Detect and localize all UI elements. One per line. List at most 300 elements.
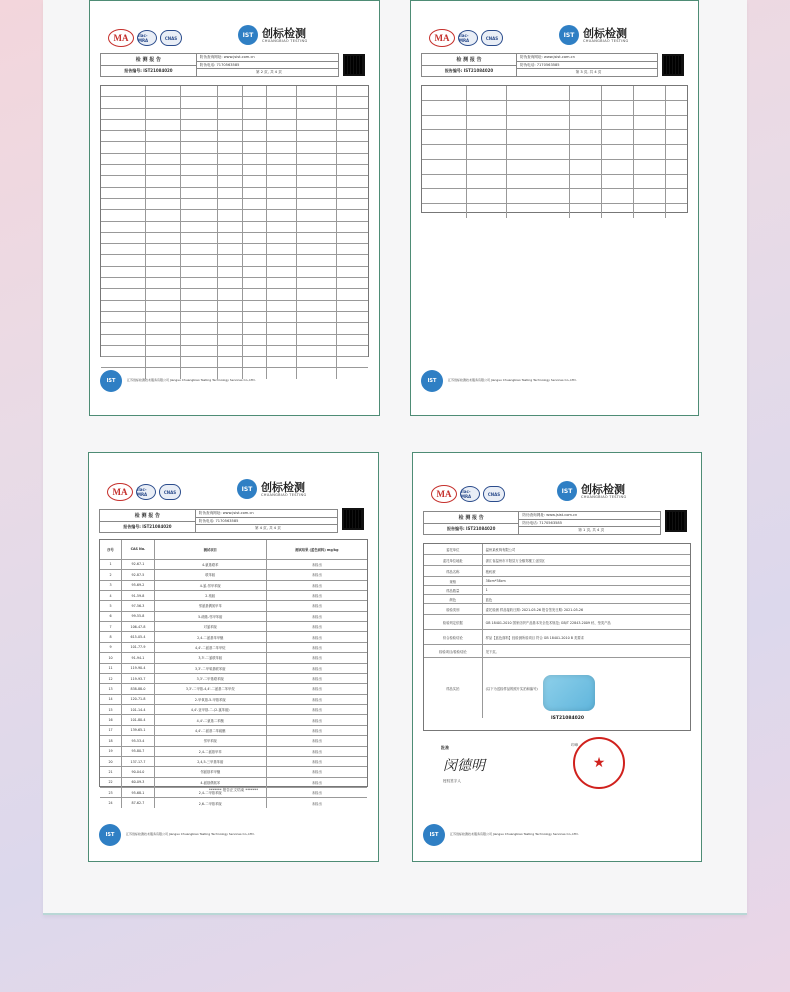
table-cell [101, 278, 146, 288]
table-cell [267, 97, 297, 107]
table-cell [297, 255, 337, 265]
table-cell [146, 199, 181, 209]
table-cell: 2-甲氧基-5-甲基苯胺 [155, 695, 267, 704]
table-cell [267, 346, 297, 356]
brand [238, 25, 307, 45]
table-cell: 95-69-2 [122, 581, 155, 590]
report-title: 检 测 报 告 [424, 512, 518, 524]
table-row [424, 586, 690, 595]
table-cell [297, 86, 337, 96]
cert-logos [429, 29, 503, 47]
table-row [101, 86, 368, 97]
table-cell [602, 116, 634, 130]
report-title: 检 测 报 告 [422, 54, 516, 66]
brand [557, 481, 626, 501]
table-cell [297, 142, 337, 152]
table-cell: 温州某枕椅有限公司 [485, 547, 516, 552]
table-cell: 浙江省温州市平阳县万全镇郑楼工业园区 [485, 558, 545, 563]
table-cell: 未检出 [311, 594, 322, 599]
table-cell: 92-67-1 [122, 560, 155, 569]
table-cell [297, 165, 337, 175]
table-cell [337, 109, 368, 119]
table-cell [267, 323, 297, 333]
table-cell: 101-77-9 [122, 643, 155, 652]
table-cell [146, 97, 181, 107]
table-cell: 95-53-4 [122, 736, 155, 745]
table-cell [467, 116, 507, 130]
table-cell: 联苯胺 [155, 570, 267, 579]
table-cell: 8 [100, 632, 122, 641]
table-cell: 3,3'-二甲基联苯胺 [155, 674, 267, 683]
table-cell [101, 267, 146, 277]
table-cell [181, 154, 218, 164]
ilac-logo: ilac-MRA [460, 486, 480, 502]
table-cell [218, 109, 242, 119]
table-cell [101, 97, 146, 107]
table-cell: 未检出 [311, 656, 322, 661]
table-cell [666, 160, 687, 174]
table-row [100, 798, 367, 807]
table-cell: 2,4-二甲基苯胺 [155, 788, 267, 797]
ist-seal: IST [100, 370, 122, 392]
table-cell [101, 176, 146, 186]
table-cell [666, 116, 687, 130]
table-cell [181, 346, 218, 356]
table-cell [467, 204, 507, 218]
table-cell: 4-氨基偶氮苯 [155, 778, 267, 787]
table-cell [422, 130, 467, 144]
table-cell [602, 86, 634, 100]
table-cell [666, 175, 687, 189]
table-cell: 4,4'-二氨基二苯醚 [155, 715, 267, 724]
table-cell [218, 323, 242, 333]
table-cell [146, 301, 181, 311]
table-cell [146, 278, 181, 288]
table-cell [422, 175, 467, 189]
table-cell [243, 335, 267, 345]
table-cell [101, 335, 146, 345]
table-cell: 615-05-4 [122, 632, 155, 641]
table-cell [146, 357, 181, 367]
table-cell [181, 312, 218, 322]
table-cell: 2-萘胺 [155, 591, 267, 600]
table-cell: 87-62-7 [122, 798, 155, 807]
table-cell: 未检出 [311, 749, 322, 754]
ma-logo: MA [108, 29, 134, 47]
table-cell [243, 120, 267, 130]
table-cell [146, 346, 181, 356]
table-cell [146, 120, 181, 130]
brand-name: 创标检测 [583, 26, 627, 40]
table-cell [181, 86, 218, 96]
table-cell [181, 131, 218, 141]
table-cell: 未检出 [311, 780, 322, 785]
table-row [101, 233, 368, 244]
table-row [424, 615, 690, 630]
table-cell [218, 244, 242, 254]
table-cell [181, 210, 218, 220]
end-note: ******* 报告正文结束 ******* [208, 788, 258, 792]
brand-name: 创标检测 [581, 482, 625, 496]
table-cell [297, 278, 337, 288]
table-cell [101, 142, 146, 152]
table-cell [181, 109, 218, 119]
table-cell [218, 199, 242, 209]
table-cell: 3 [100, 581, 122, 590]
approver-label: 批准 [441, 745, 449, 750]
table-cell [337, 210, 368, 220]
table-cell: 检验类别 [424, 604, 483, 614]
table-cell [337, 323, 368, 333]
table-cell [297, 289, 337, 299]
table-cell [602, 160, 634, 174]
table-cell [101, 154, 146, 164]
table-cell [218, 86, 242, 96]
table-row [100, 695, 367, 705]
table-cell [422, 160, 467, 174]
table-row [101, 312, 368, 323]
table-cell [146, 222, 181, 232]
table-cell [243, 188, 267, 198]
table-cell [101, 165, 146, 175]
table-cell: 92-87-5 [122, 570, 155, 579]
table-cell: 3,3'-二甲基-4,4'-二氨基二苯甲烷 [155, 684, 267, 693]
table-cell [243, 357, 267, 367]
table-cell: 检验判定依据 [424, 615, 483, 629]
table-cell [337, 233, 368, 243]
table-cell [267, 244, 297, 254]
table-row [422, 160, 687, 175]
table-cell [101, 289, 146, 299]
ist-seal: IST [423, 824, 445, 846]
table-cell [267, 210, 297, 220]
table-row [101, 142, 368, 153]
table-cell: 119-93-7 [122, 674, 155, 683]
table-cell [146, 312, 181, 322]
table-cell [634, 130, 666, 144]
table-cell [267, 267, 297, 277]
table-cell: 20 [100, 757, 122, 766]
ma-logo: MA [107, 483, 133, 501]
table-row [101, 210, 368, 221]
table-cell [101, 120, 146, 130]
table-row [422, 86, 687, 101]
table-cell [218, 335, 242, 345]
phone: 防伪电话: 7170563585 [196, 518, 337, 526]
table-cell [297, 323, 337, 333]
table-cell [297, 131, 337, 141]
table-cell [297, 346, 337, 356]
table-cell [218, 97, 242, 107]
table-cell [467, 145, 507, 159]
table-cell [507, 86, 570, 100]
table-cell: 未检出 [311, 614, 322, 619]
table-cell [422, 116, 467, 130]
table-cell [602, 189, 634, 203]
table-cell: 60-09-3 [122, 778, 155, 787]
table-cell: 邻甲苯胺 [155, 736, 267, 745]
table-cell: 14 [100, 695, 122, 704]
table-cell [243, 244, 267, 254]
table-cell [243, 312, 267, 322]
table-cell [243, 210, 267, 220]
table-cell: 18 [100, 736, 122, 745]
table-cell: 17 [100, 726, 122, 735]
table-row [100, 570, 367, 580]
table-cell [218, 278, 242, 288]
table-cell [101, 131, 146, 141]
page-no: 第 3 页, 共 4 页 [575, 70, 602, 75]
table-cell [146, 255, 181, 265]
table-cell [422, 204, 467, 218]
table-cell [101, 222, 146, 232]
table-cell: 90-04-0 [122, 767, 155, 776]
table-cell: 4-氨基联苯 [155, 560, 267, 569]
report-title-row [100, 53, 339, 77]
table-cell: 5-硝基-邻甲苯胺 [155, 612, 267, 621]
table-cell [337, 267, 368, 277]
table-cell: 137-17-7 [122, 757, 155, 766]
stamp-label: 印章 [571, 743, 579, 747]
table-cell [101, 301, 146, 311]
table-cell [267, 357, 297, 367]
report-footer [100, 369, 369, 393]
table-cell [243, 97, 267, 107]
table-row [101, 188, 368, 199]
table-cell [337, 289, 368, 299]
table-cell [337, 346, 368, 356]
table-cell: 未检出 [311, 801, 322, 806]
table-row [100, 601, 367, 611]
report-title-row [99, 509, 338, 533]
table-cell [337, 222, 368, 232]
table-row [100, 767, 367, 777]
table-cell [146, 142, 181, 152]
table-row [101, 109, 368, 120]
table-cell: 未检出 [311, 583, 322, 588]
table-cell [101, 312, 146, 322]
table-cell: 未检出 [311, 718, 322, 723]
qr-code [662, 54, 684, 76]
qr-code [342, 508, 364, 530]
table-cell [101, 357, 146, 367]
ist-seal: IST [99, 824, 121, 846]
table-cell: 未检出 [311, 625, 322, 630]
table-cell: 11 [100, 664, 122, 673]
table-cell [267, 131, 297, 141]
table-row [101, 244, 368, 255]
cnas-logo: CNAS [481, 30, 503, 46]
table-cell: 邻氨基偶氮甲苯 [155, 601, 267, 610]
table-cell: 10 [100, 653, 122, 662]
table-cell [101, 233, 146, 243]
table-cell: 1 [100, 560, 122, 569]
table-row [422, 145, 687, 160]
table-cell [507, 101, 570, 115]
table-cell [101, 255, 146, 265]
table-row [101, 176, 368, 187]
table-cell: 样品【蓝色面料】经检测所检项目 符合 GB 18401-2010 B 类要求 [485, 635, 584, 640]
table-cell [146, 86, 181, 96]
table-cell [297, 176, 337, 186]
table-cell [101, 199, 146, 209]
table-row [424, 555, 690, 566]
table-cell [101, 346, 146, 356]
table-cell [181, 357, 218, 367]
table-row [101, 289, 368, 300]
table-cell [507, 116, 570, 130]
table-row [424, 595, 690, 604]
table-row [100, 560, 367, 570]
table-cell: 未检出 [311, 645, 322, 650]
table-row [100, 591, 367, 601]
table-cell: 未检出 [311, 697, 322, 702]
table-row [101, 154, 368, 165]
table-cell [218, 154, 242, 164]
table-cell [337, 357, 368, 367]
table-cell: 101-14-4 [122, 705, 155, 714]
table-cell [218, 210, 242, 220]
table-cell [243, 233, 267, 243]
table-cell [337, 131, 368, 141]
table-cell: 120-71-8 [122, 695, 155, 704]
table-cell: 38cm*38cm [485, 579, 506, 583]
table-cell: 4,4'-二氨基二苯硫醚 [155, 726, 267, 735]
table-cell [181, 176, 218, 186]
table-cell [243, 323, 267, 333]
table-cell [337, 176, 368, 186]
ilac-logo: ilac-MRA [136, 484, 156, 500]
brand-en: CHUANGBIAO TESTING [262, 38, 308, 43]
table-cell: 91-94-1 [122, 653, 155, 662]
table-cell: 未检出 [311, 604, 322, 609]
report-title-row [423, 511, 661, 535]
report-footer [99, 823, 368, 847]
table-cell [267, 255, 297, 265]
report-page-1 [89, 0, 380, 416]
report-no: 报告编号: IST21084020 [123, 523, 172, 529]
table-cell [507, 204, 570, 218]
table-row [424, 645, 690, 658]
table-cell [634, 189, 666, 203]
report-no: 报告编号: IST21084020 [444, 67, 494, 73]
footer-text: 江苏创标检测技术服务有限公司 Jiangsu Chuangbiao Testing Technology Services Co.,LTD. [126, 832, 255, 837]
table-cell: 2,4,5-三甲基苯胺 [155, 757, 267, 766]
table-row [424, 566, 690, 577]
table-cell: 19 [100, 747, 122, 756]
table-cell [181, 142, 218, 152]
phone: 防伪电话: 7170563585 [517, 62, 657, 70]
table-cell [297, 301, 337, 311]
table-cell [218, 357, 242, 367]
report-page-3 [88, 452, 379, 862]
table-cell [297, 233, 337, 243]
table-cell [467, 160, 507, 174]
table-cell [634, 116, 666, 130]
table-header-cell: 测试结果 (蓝色面料) mg/kg [295, 547, 339, 552]
table-cell: 4,4'-二氨基二苯甲烷 [155, 643, 267, 652]
table-row [100, 757, 367, 767]
table-cell [243, 109, 267, 119]
table-cell: 119-90-4 [122, 664, 155, 673]
table-cell [337, 188, 368, 198]
table-cell: 未检出 [311, 677, 322, 682]
table-cell [570, 130, 602, 144]
cert-logos [107, 483, 181, 501]
table-cell [218, 312, 242, 322]
website: 防伪查询网址: www.jsist.com.cn [519, 512, 660, 520]
table-cell [146, 154, 181, 164]
brand-name: 创标检测 [262, 26, 306, 40]
table-cell [297, 312, 337, 322]
website: 防伪查询网址: www.jsist.com.cn [517, 54, 657, 62]
table-cell [337, 278, 368, 288]
table-cell: 106-47-8 [122, 622, 155, 631]
ist-logo: IST [557, 481, 577, 501]
table-row [100, 622, 367, 632]
table-row [100, 653, 367, 663]
table-cell [101, 188, 146, 198]
table-cell [297, 222, 337, 232]
table-cell: 未检出 [311, 635, 322, 640]
table-cell [267, 289, 297, 299]
table-row [424, 544, 690, 555]
table-cell [602, 145, 634, 159]
table-cell [337, 142, 368, 152]
table-row [100, 632, 367, 642]
results-table [100, 85, 369, 357]
table-cell [422, 101, 467, 115]
table-cell [181, 289, 218, 299]
page-no: 第 2 页, 共 4 页 [255, 70, 282, 75]
table-cell [101, 109, 146, 119]
footer-text: 江苏创标检测技术服务有限公司 Jiangsu Chuangbiao Testing Technology Services Co.,LTD. [448, 378, 577, 383]
table-cell: 838-88-0 [122, 684, 155, 693]
brand-name: 创标检测 [261, 480, 305, 494]
table-cell [243, 289, 267, 299]
table-cell [570, 116, 602, 130]
table-cell [218, 165, 242, 175]
table-cell: 未检出 [311, 770, 322, 775]
table-cell: 97-56-3 [122, 601, 155, 610]
table-cell [218, 255, 242, 265]
table-cell: 未检出 [311, 562, 322, 567]
table-cell: 22 [100, 778, 122, 787]
table-cell [243, 267, 267, 277]
table-cell [218, 176, 242, 186]
ist-logo: IST [237, 479, 257, 499]
table-cell [101, 323, 146, 333]
report-page-2 [410, 0, 699, 416]
table-row [101, 278, 368, 289]
table-cell [267, 109, 297, 119]
table-cell [467, 101, 507, 115]
table-cell [146, 323, 181, 333]
table-cell [181, 188, 218, 198]
table-cell: 4-氯-邻甲苯胺 [155, 581, 267, 590]
table-row [101, 131, 368, 142]
table-row [100, 705, 367, 715]
table-row [424, 604, 690, 615]
table-cell [297, 199, 337, 209]
table-cell: 2 [100, 570, 122, 579]
table-cell [243, 176, 267, 186]
table-row [101, 335, 368, 346]
table-cell: 95-68-1 [122, 788, 155, 797]
table-row [422, 189, 687, 204]
table-cell [218, 188, 242, 198]
table-cell: 23 [100, 788, 122, 797]
